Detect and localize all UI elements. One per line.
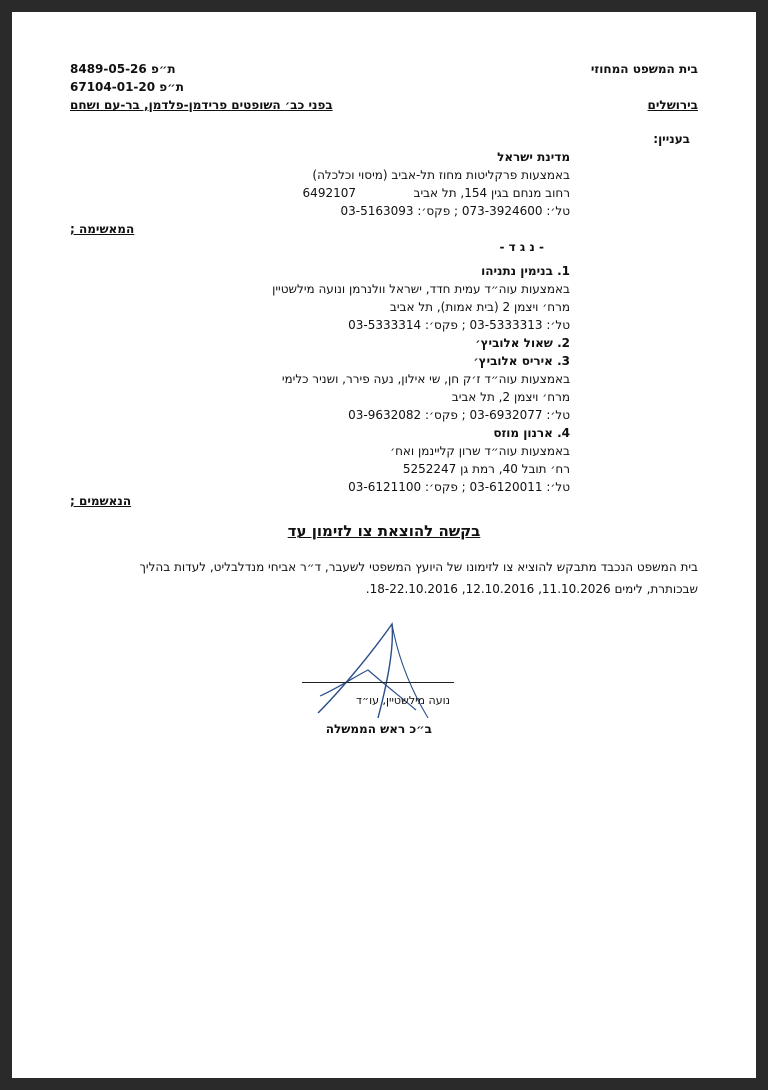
defendant-4-name: 4. ארנון מוזס: [493, 426, 570, 440]
body-line-1: בית המשפט הנכבד מתבקש להוציא צו לזימונו של היועץ המשפטי לשעבר, ד״ר אביחי מנדלבליט, לעדות בהליך: [139, 560, 698, 574]
defendant-3-phone: טל׳: 03-6932077 ; פקס׳: 03-9632082: [348, 408, 570, 422]
defendants-role: הנאשמים ;: [70, 494, 132, 508]
defendant-1-address: מרח׳ ויצמן 2 (בית אמות), תל אביב: [389, 300, 570, 314]
defendant-3-name: 3. איריס אלוביץ׳: [473, 354, 570, 368]
defendant-1-name: 1. בנימין נתניהו: [481, 264, 570, 278]
signer-name: נועה מילשטיין, עו״ד: [356, 694, 450, 707]
signer-role: ב״כ ראש הממשלה: [325, 722, 432, 736]
court-city: בירושלים: [647, 98, 698, 112]
defendant-2-name: 2. שאול אלוביץ׳: [475, 336, 570, 350]
prosecution-phone: טל׳: 073-3924600 ; פקס׳: 03-5163093: [340, 204, 570, 218]
defendant-4-address: רח׳ תובל 40, רמת גן 5252247: [402, 462, 570, 476]
signature-line: [302, 682, 454, 683]
matter-label: בעניין:: [653, 132, 690, 146]
judges-line: בפני כב׳ השופטים פרידמן-פלדמן, בר-עם ושחם: [70, 98, 333, 112]
case-number-1: ת״פ 8489-05-26: [70, 62, 176, 76]
handwritten-signature: [298, 618, 458, 728]
body-line-2: שבכותרת, לימים 11.10.2026, 12.10.2016, 18-22.10.2016.: [365, 582, 698, 596]
prosecution-zip-text: 6492107: [302, 186, 356, 200]
defendant-3-address: מרח׳ ויצמן 2, תל אביב: [451, 390, 570, 404]
prosecution-role: המאשימה ;: [70, 222, 135, 236]
defendant-4-via: באמצעות עוה״ד שרון קליינמן ואח׳: [390, 444, 570, 458]
prosecution-address: רחוב מנחם בגין 154, תל אביב: [413, 186, 570, 200]
versus-label: - נ ג ד -: [499, 240, 544, 254]
defendant-4-phone: טל׳: 03-6120011 ; פקס׳: 03-6121100: [348, 480, 570, 494]
prosecution-name: מדינת ישראל: [497, 150, 570, 164]
defendant-1-via: באמצעות עוה״ד עמית חדד, ישראל וולנרמן ונועה מילשטיין: [272, 282, 570, 296]
defendant-1-phone: טל׳: 03-5333313 ; פקס׳: 03-5333314: [348, 318, 570, 332]
defendant-3-via: באמצעות עוה״ד ז׳ק חן, שי אילון, נעה פירר, ושניר כלימי: [281, 372, 570, 386]
document-page: [12, 12, 756, 1078]
court-name: בית המשפט המחוזי: [590, 62, 698, 76]
case-number-2: ת״פ 67104-01-20: [70, 80, 184, 94]
document-title: בקשה להוצאת צו לזימון עד: [287, 522, 481, 540]
prosecution-via: באמצעות פרקליטות מחוז תל-אביב (מיסוי וכלכלה): [312, 168, 570, 182]
